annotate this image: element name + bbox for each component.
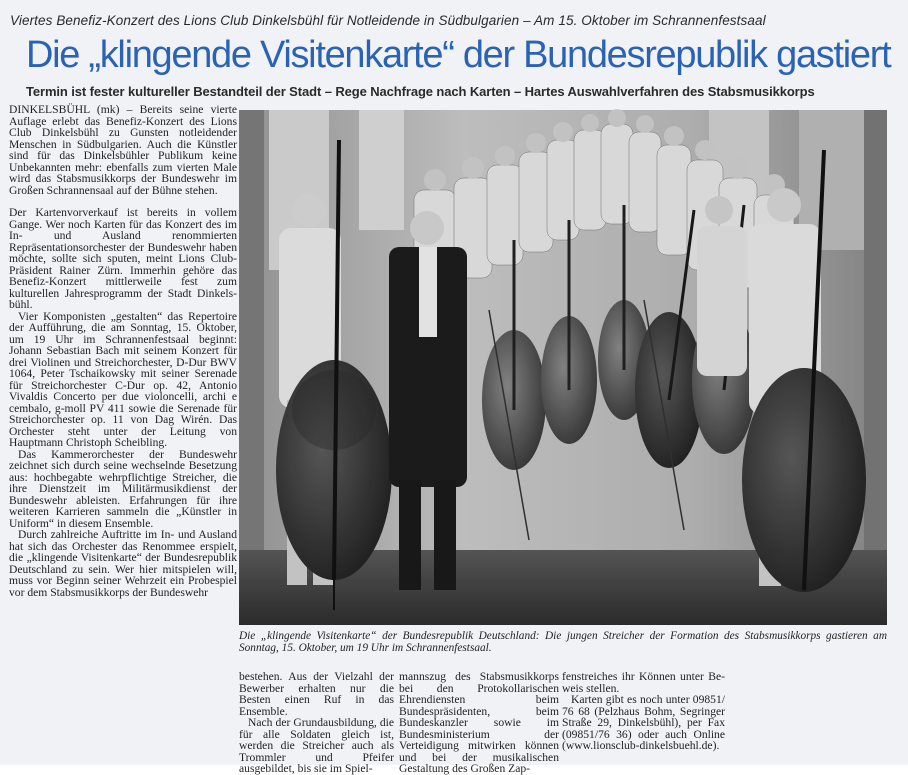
photo-caption: Die „klingende Visitenkarte“ der Bundesrepublik Deutschland: Die jungen Streicher der Formation des Stabsmusikkorps gastieren am Sonntag, 15. Oktober, um 19 Uhr im Schrannenfestsaal.	[239, 630, 887, 654]
headline: Die „klingende Visitenkarte“ der Bundesrepublik gastiert	[26, 34, 891, 76]
paragraph: mannszug des Stabsmusikkorps bei den Protokollarischen Ehrendiensten beim Bundespräsidenten, beim Bundeskanzler sowie im Bundesministerium der Verteidigung mitwirken können und bei der musikalischen Gestaltung des Großen Zap-	[399, 670, 559, 775]
paragraph: Das Kammerorchester der Bundeswehr zeichnet sich durch seine wechselnde Besetzung aus: hochbegabte wehrpflichtige Streicher, die ihre Dienstzeit im Militärmusikdienst der Bundeswehr ableisten. Erfahrungen für ihre weiteren Karrieren sammeln die „Künstler in Uniform“ in diesem Ensemble.	[9, 447, 237, 530]
paragraph: Vier Komponisten „gestalten“ das Repertoire der Aufführung, die am Sonntag, 15. Oktober, um 19 Uhr im Schrannenfestsaal beginnt: Johann Sebastian Bach mit seinem Konzert für drei Violinen und Streichorchester, D-Dur BWV 1064, Peter Tschaikowsky mit seiner Serenade für Streichorchester C-Dur op. 42, Antonio Vivaldis Concerto per due violoncelli, archi e cembalo, g-moll PV 411 sowie die Serenade für Streichorchester op. 11 von Dag Wirén. Das Orchester steht unter der Leitung von Hauptmann Christoph Scheibling.	[9, 309, 237, 449]
paragraph: Durch zahlreiche Auftritte im In- und Ausland hat sich das Orchester das Renommee erspielt, die „klingende Visitenkarte“ der Bundesrepublik Deutschland zu sein. Wer hier mitspielen will, muss vor Beginn seiner Wehrzeit ein Probespiel vor dem Stabsmusikkorps der Bundeswehr	[9, 528, 237, 599]
subheadline: Termin ist fester kultureller Bestandteil der Stadt – Rege Nachfrage nach Karten – Hartes Auswahlverfahren des Stabsmusikkorps	[26, 84, 815, 99]
paragraph: Karten gibt es noch unter 09851/ 76 68 (Pelzhaus Bohm, Segringer Straße 29, Dinkelsbühl), per Fax (09851/76 36) oder auch Online (www.lionsclub-dinkelsbuehl.de).	[562, 693, 725, 752]
paragraph: Nach der Grundausbildung, die für alle Soldaten gleich ist, werden die Streicher auch als Trommler und Pfeifer ausgebildet, bis sie im Spiel-	[239, 716, 394, 775]
orchestra-photo	[239, 110, 887, 625]
kicker-line: Viertes Benefiz-Konzert des Lions Club Dinkelsbühl für Notleidende in Südbulgarien – Am 15. Oktober im Schrannenfestsaal	[10, 13, 766, 28]
paragraph: fenstreiches ihr Können unter Beweis stellen.	[562, 670, 725, 695]
article-column-3	[399, 671, 559, 775]
article-column-2	[239, 671, 394, 775]
article-column-4	[562, 671, 725, 752]
paragraph: DINKELSBÜHL (mk) – Bereits seine vierte Auflage erlebt das Benefiz-Konzert des Lions Club Dinkelsbühl zu Gunsten notleidender Menschen in Südbulgarien. Auch die Künstler sind für das Dinkelsbühler Publikum keine Unbekannten mehr: ebenfalls zum vierten Male wird das Stabsmusikkorps der Bundeswehr im Großen Schrannensaal auf der Bühne stehen.	[9, 103, 237, 197]
orchestra-photo-illustration	[239, 110, 887, 625]
paragraph: bestehen. Aus der Vielzahl der Bewerber erhalten nur die Besten einen Ruf in das Ensemble.	[239, 670, 394, 718]
article-column-1	[9, 104, 237, 598]
paragraph: Der Kartenvorverkauf ist bereits in vollem Gange. Wer noch Karten für das Konzert des im In- und Ausland renommierten Repräsentationsorchester der Bundeswehr haben möchte, sollte sich sputen, meint Lions Club-Präsident Rainer Zürn. Immerhin gehöre das Benefiz-Konzert mittlerweile fest zum kulturellen Jahresprogramm der Stadt Dinkelsbühl.	[9, 206, 237, 311]
